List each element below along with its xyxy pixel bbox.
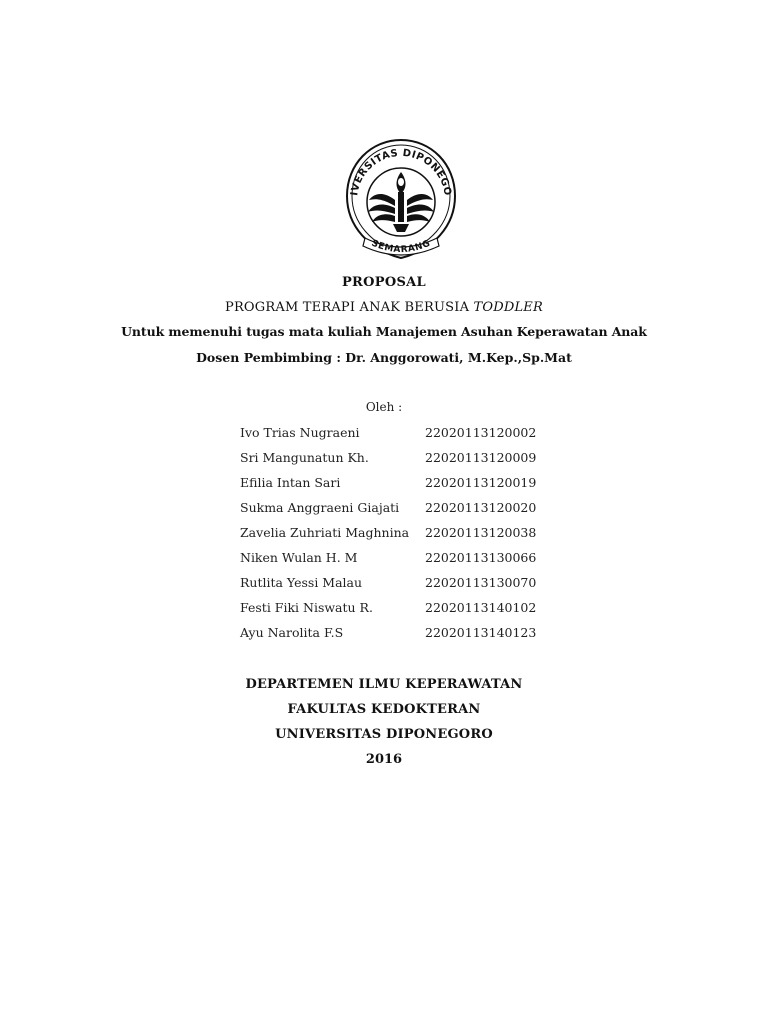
member-name: Ayu Narolita F.S [240,625,344,640]
member-row [240,525,570,550]
logo-top-text: IVERSITAS DIPONEGO [349,147,453,197]
member-nim: 22020113140123 [425,625,537,640]
member-name: Niken Wulan H. M [240,550,358,565]
member-row [240,600,570,625]
member-row [240,625,570,650]
member-name: Sukma Anggraeni Giajati [240,500,400,515]
purpose-line: Untuk memenuhi tugas mata kuliah Manajemen Asuhan Keperawatan Anak [121,324,647,339]
member-row [240,550,570,575]
program-title-italic: TODDLER [473,300,543,315]
member-row [240,475,570,500]
member-row [240,575,570,600]
member-nim: 22020113140102 [425,600,537,615]
member-nim: 22020113130070 [425,575,537,590]
member-nim: 22020113120002 [425,425,537,440]
logo-bottom-text: SEMARANG [369,238,433,256]
member-nim: 22020113130066 [425,550,537,565]
member-name: Rutlita Yessi Malau [240,575,363,590]
program-title [0,300,768,315]
member-name: Sri Mangunatun Kh. [240,450,369,465]
university-name: UNIVERSITAS DIPONEGORO [275,727,493,742]
members-list [240,425,570,650]
member-nim: 22020113120020 [425,500,537,515]
supervisor-line: Dosen Pembimbing : Dr. Anggorowati, M.Kep.,Sp.Mat [196,350,572,365]
member-name: Zavelia Zuhriati Maghnina [240,525,410,540]
member-nim: 22020113120009 [425,450,537,465]
member-row [240,450,570,475]
member-row [240,500,570,525]
member-name: Festi Fiki Niswatu R. [240,600,373,615]
member-nim: 22020113120019 [425,475,537,490]
department-name: DEPARTEMEN ILMU KEPERAWATAN [245,677,523,692]
program-title-text: PROGRAM TERAPI ANAK BERUSIA [225,300,474,315]
member-name: Efilia Intan Sari [240,475,341,490]
university-logo [341,134,461,264]
authors-label: Oleh : [365,400,403,414]
year: 2016 [365,752,403,767]
member-row [240,425,570,450]
proposal-heading: PROPOSAL [341,275,427,290]
member-nim: 22020113120038 [425,525,537,540]
faculty-name: FAKULTAS KEDOKTERAN [287,702,481,717]
member-name: Ivo Trias Nugraeni [240,425,360,440]
